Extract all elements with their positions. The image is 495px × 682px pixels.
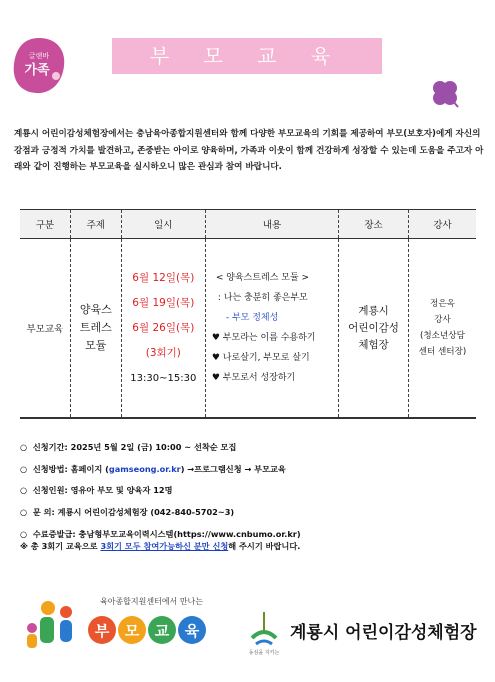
page-title: 부 모 교 육 (112, 38, 382, 74)
header-place: 장소 (339, 210, 409, 239)
header-teacher: 강사 (408, 210, 476, 239)
category-cell: 부모교육 (20, 239, 70, 419)
logo-sub: 글랜바 (28, 52, 50, 60)
header-category: 구분 (20, 210, 70, 239)
date-3: 6월 26일(목) (132, 321, 195, 334)
svg-text:육: 육 (184, 622, 200, 640)
svg-text:모: 모 (124, 622, 140, 640)
clover-icon (430, 78, 460, 108)
date-2: 6월 19일(목) (132, 296, 195, 309)
content-cell (205, 239, 338, 419)
family-logo (10, 36, 68, 96)
info-cert: ○ 수료증발급: 충남형부모교육이력시스템(https://www.cnbumo.or.kr) (20, 528, 301, 539)
session-time: 13:30~15:30 (130, 372, 197, 384)
module-title: < 양육스트레스 모듈 > (215, 273, 310, 283)
svg-text:동심을 지키는: 동심을 지키는 (248, 650, 280, 656)
content-item: ♥ 나로살기, 부모로 살기 (211, 353, 310, 363)
content-item: ♥ 부모로서 성장하기 (211, 373, 296, 383)
info-method: ○ 신청방법: 홈페이지 (gamseong.or.kr) →프로그램신청 → 부모교육 (20, 463, 286, 474)
note-text: ※ 총 3회기 교육으로 3회기 모두 참여가능하신 분만 신청해 주시기 바랍니다. (20, 541, 301, 551)
info-contact: ○ 문 의: 계룡시 어린이감성체험장 (042-840-5702~3) (20, 507, 235, 518)
header-content: 내용 (205, 210, 338, 239)
content-item: ♥ 부모라는 이름 수용하기 (211, 333, 316, 343)
logo-caption: 육아종합지원센터에서 만나는 (100, 597, 204, 606)
intro-text: 계룡시 어린이감성체험장에서는 충남육아종합지원센터와 함께 다양한 부모교육의 기회를 제공하여 부모(보호자)에게 자신의 강점과 긍정적 가치를 발견하고, 존중받는 아이로 양육하며, 가족과 이웃이 함께 건강하게 성장할 수 있는데 도움을 주고자 아래와 같이 진행하는 부모교육을 실시하오니 많은 관심과 참여 바랍니다. (14, 129, 484, 172)
content-line2: - 부모 정체성 (225, 313, 279, 323)
info-target: ○ 신청인원: 영유아 부모 및 양육자 12명 (20, 485, 173, 496)
parent-education-logo (18, 590, 218, 660)
facility-brand-logo (246, 608, 481, 656)
content-line1: : 나는 충분히 좋은부모 (217, 293, 308, 303)
table-row (20, 239, 476, 419)
session-count: (3회기) (145, 346, 181, 359)
info-period: ○ 신청기간: 2025년 5월 2일 (금) 10:00 ~ 선착순 모집 (20, 442, 237, 452)
brand-text: 계룡시 어린이감성체험장 (290, 623, 477, 643)
datetime-cell (121, 239, 205, 419)
info-list (20, 437, 301, 546)
date-1: 6월 12일(목) (132, 271, 195, 284)
header-topic: 주제 (70, 210, 121, 239)
svg-text:교: 교 (154, 622, 170, 640)
teacher-cell: 정은옥 강사 (청소년상담 센터 센터장) (408, 239, 476, 419)
svg-text:부: 부 (94, 622, 110, 640)
homepage-link[interactable]: gamseong.or.kr (108, 463, 181, 474)
topic-cell: 양육스 트레스 모듈 (70, 239, 121, 419)
header-datetime: 일시 (121, 210, 205, 239)
place-cell: 계룡시 어린이감성 체험장 (339, 239, 409, 419)
logo-text: 가족 (24, 63, 50, 78)
schedule-table (20, 209, 476, 419)
